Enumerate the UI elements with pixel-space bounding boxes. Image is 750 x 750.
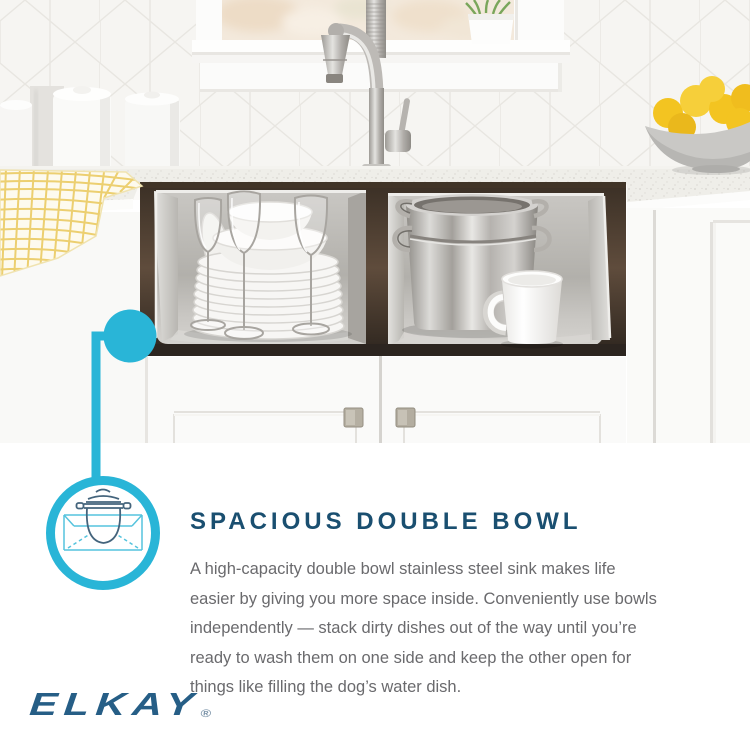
feature-description [190,555,670,703]
elkay-logo-text: ELKAY [28,686,202,722]
feature-heading: SPACIOUS DOUBLE BOWL [190,508,582,535]
description-line: ready to wash them on one side and keep the other open for [190,648,632,667]
registered-mark: ® [199,708,212,720]
pot-and-mug [394,194,563,349]
description-line: easier by giving you more space inside. Conveniently use bowls [190,589,657,608]
pot-in-sink-icon [64,490,142,551]
description-line: things like filling the dog’s water dish. [190,678,462,696]
description-line: independently — stack dirty dishes out of the way until you’re [190,619,637,637]
stacked-dishes [184,192,352,343]
description-line: A high-capacity double bowl stainless steel sink makes life [190,560,616,578]
elkay-logo [28,686,214,723]
